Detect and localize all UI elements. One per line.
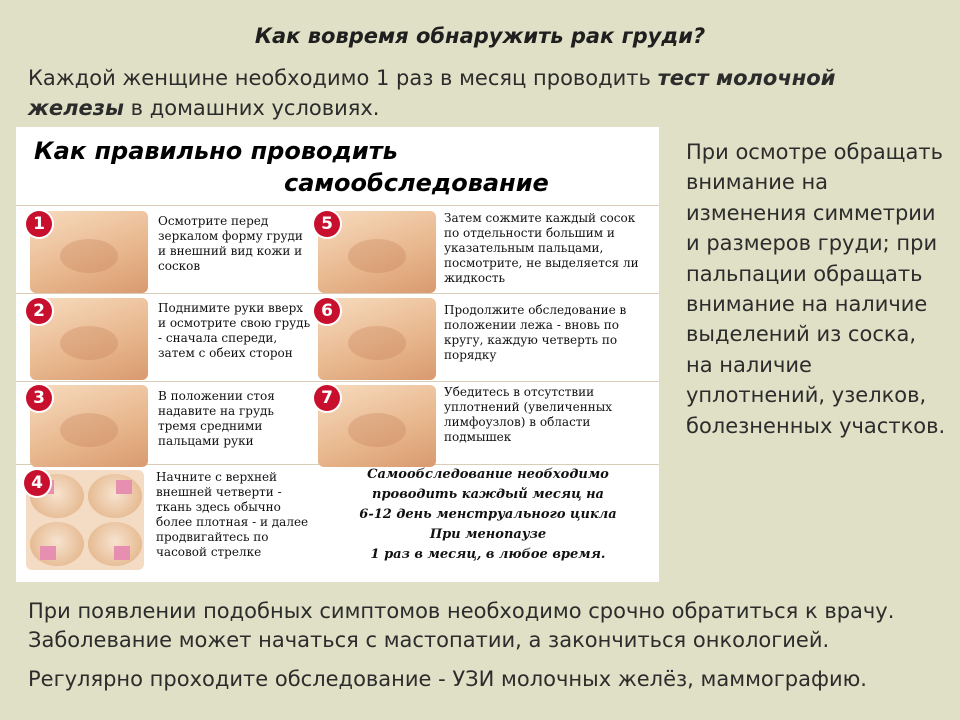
- step-2-text: Поднимите руки вверх и осмотрите свою грудь - сначала спереди, затем с обеих сторон: [158, 301, 311, 360]
- schedule-line: При менопаузе: [429, 527, 547, 542]
- symptoms-paragraph: При появлении подобных симптомов необходимо срочно обратиться к врачу. Заболевание может начаться с мастопатии, а закончиться онкологией.: [28, 599, 895, 652]
- step-5-text: Затем сожмите каждый сосок по отдельности большим и указательным пальцами, посмотрите, не выделяется ли жидкость: [444, 211, 639, 285]
- intro-emphasis: тест молочной железы: [28, 66, 836, 120]
- slide-title: Как вовремя обнаружить рак груди?: [254, 24, 706, 48]
- step-6-text: Продолжите обследование в положении лежа - вновь по кругу, каждую четверть по порядку: [444, 303, 627, 362]
- schedule-line: 1 раз в месяц, в любое время.: [370, 547, 606, 562]
- intro-after: в домашних условиях.: [123, 96, 380, 120]
- step-2-badge: 2: [26, 298, 52, 324]
- step-3-badge: 3: [26, 385, 52, 411]
- schedule-line: проводить каждый месяц на: [372, 487, 604, 502]
- step-5-badge: 5: [314, 211, 340, 237]
- step-4-badge: 4: [24, 470, 50, 496]
- quadrant-diagram: [88, 474, 142, 518]
- step-1-badge: 1: [26, 211, 52, 237]
- step-1-text: Осмотрите перед зеркалом форму груди и внешний вид кожи и сосков: [158, 214, 303, 273]
- sidebar-text: При осмотре обращать внимание на изменения симметрии и размеров груди; при пальпации обращать внимание на наличие выделений из соска, на наличие уплотнений, узелков, болезненных участков.: [686, 140, 946, 438]
- step-3-text: В положении стоя надавите на грудь тремя средними пальцами руки: [158, 389, 275, 448]
- quadrant-diagram: [88, 522, 142, 566]
- self-exam-infographic: [16, 127, 659, 582]
- intro-before: Каждой женщине необходимо 1 раз в месяц проводить: [28, 66, 658, 90]
- quadrant-diagram: [30, 522, 84, 566]
- divider: [16, 293, 659, 294]
- divider: [16, 381, 659, 382]
- step-6-badge: 6: [314, 298, 340, 324]
- step-7-badge: 7: [314, 385, 340, 411]
- step-4-text: Начните с верхней внешней четверти - ткань здесь обычно более плотная - и далее продвигайтесь по часовой стрелке: [156, 470, 309, 559]
- monthly-schedule-note: [338, 465, 638, 565]
- step-7-text: Убедитесь в отсутствии уплотнений (увеличенных лимфоузлов) в области подмышек: [444, 385, 613, 444]
- infographic-title-line2: самообследование: [284, 169, 549, 197]
- screening-paragraph: Регулярно проходите обследование - УЗИ молочных желёз, маммографию.: [28, 667, 867, 691]
- divider: [16, 205, 659, 206]
- schedule-line: Самообследование необходимо: [367, 467, 609, 482]
- infographic-title-line1: Как правильно проводить: [34, 137, 398, 165]
- intro-text: [28, 63, 933, 123]
- schedule-line: 6-12 день менструального цикла: [359, 507, 617, 522]
